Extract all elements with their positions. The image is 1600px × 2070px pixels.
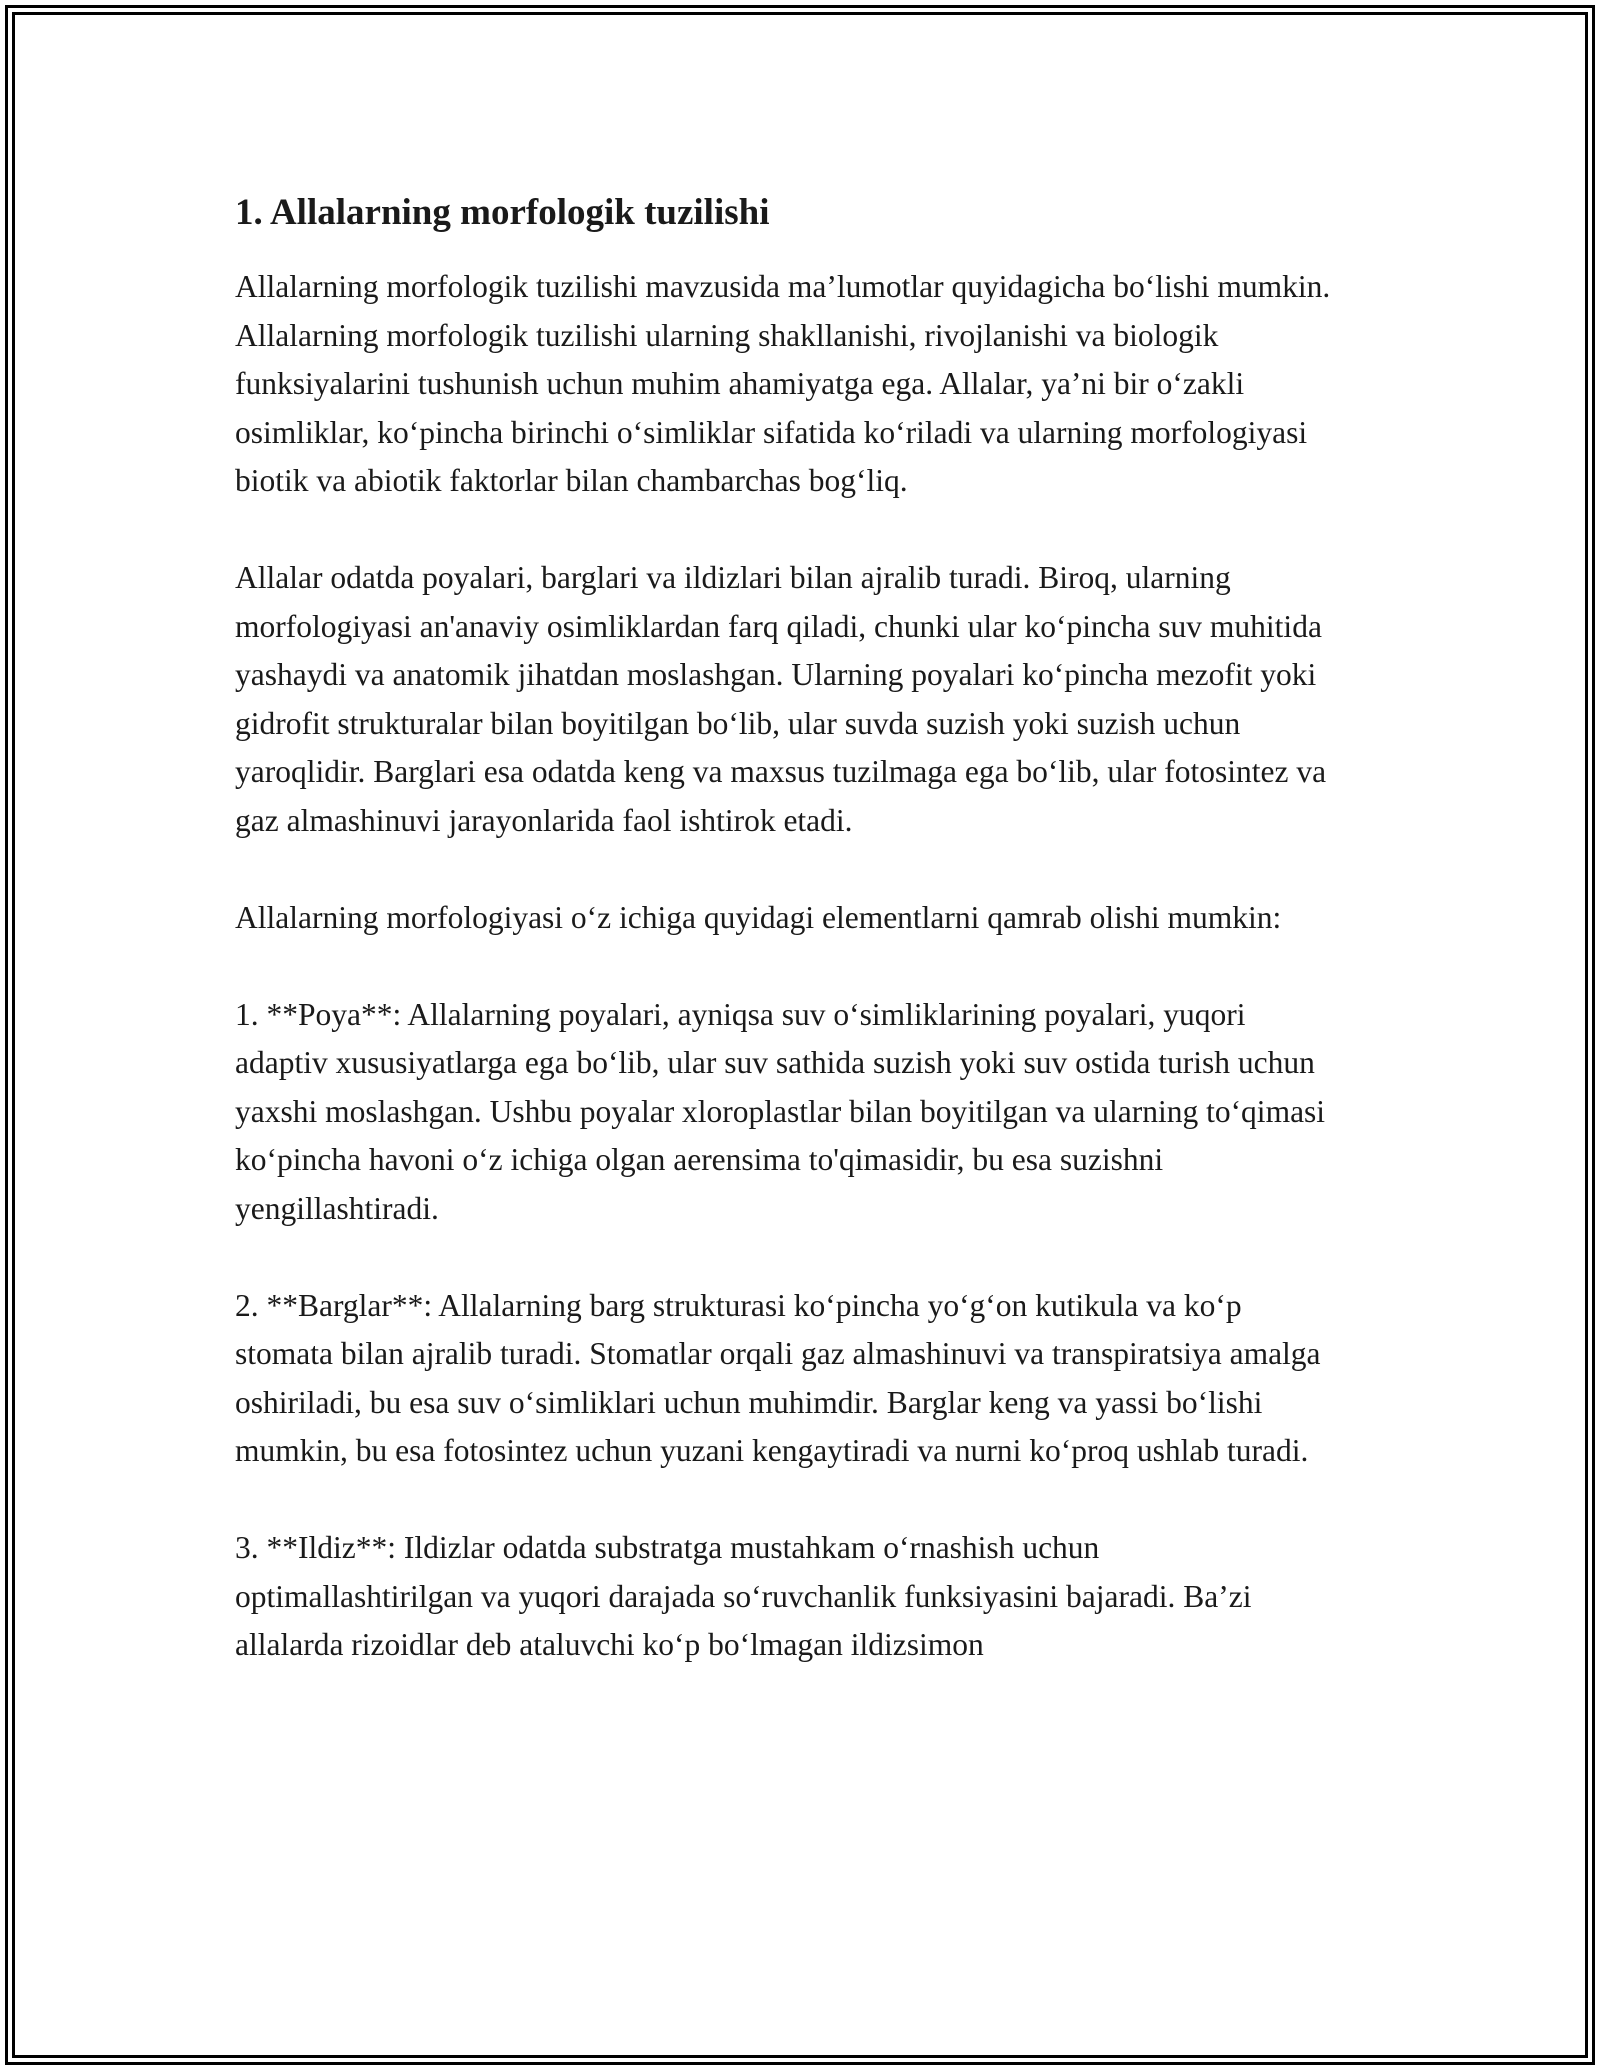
- paragraph-ildiz: 3. **Ildiz**: Ildizlar odatda substratga mustahkam o‘rnashish uchun optimallashtirilgan va yuqori darajada so‘ruvchanlik funksiyasini bajaradi. Ba’zi allalarda rizoidlar deb ataluvchi ko‘p bo‘lmagan ildizsimon: [235, 1530, 1252, 1662]
- paragraph-intro: Allalarning morfologik tuzilishi mavzusida ma’lumotlar quyidagicha bo‘lishi mumkin. Allalarning morfologik tuzilishi ularning shakllanishi, rivojlanishi va biologik funksiyalarini tushunish uchun muhim ahamiyatga ega. Allalar, ya’ni bir o‘zakli osimliklar, ko‘pincha birinchi o‘simliklar sifatida ko‘riladi va ularning morfologiyasi biotik va abiotik faktorlar bilan chambarchas bog‘liq.: [235, 269, 1331, 498]
- document-body: [235, 185, 1345, 1670]
- paragraph-elements-lead: Allalarning morfologiyasi o‘z ichiga quyidagi elementlarni qamrab olishi mumkin:: [235, 899, 1282, 935]
- paragraph-overview: Allalar odatda poyalari, barglari va ildizlari bilan ajralib turadi. Biroq, ularning morfologiyasi an'anaviy osimliklardan farq qiladi, chunki ular ko‘pincha suv muhitida yashaydi va anatomik jihatdan moslashgan. Ularning poyalari ko‘pincha mezofit yoki gidrofit strukturalar bilan boyitilgan bo‘lib, ular suvda suzish yoki suzish uchun yaroqlidir. Barglari esa odatda keng va maxsus tuzilmaga ega bo‘lib, ular fotosintez va gaz almashinuvi jarayonlarida faol ishtirok etadi.: [235, 560, 1327, 838]
- paragraph-poya: 1. **Poya**: Allalarning poyalari, ayniqsa suv o‘simliklarining poyalari, yuqori adaptiv xususiyatlarga ega bo‘lib, ular suv sathida suzish yoki suv ostida turish uchun yaxshi moslashgan. Ushbu poyalar xloroplastlar bilan boyitilgan va ularning to‘qimasi ko‘pincha havoni o‘z ichiga olgan aerensima to'qimasidir, bu esa suzishni yengillashtiradi.: [235, 996, 1326, 1226]
- section-heading: 1. Allalarning morfologik tuzilishi: [235, 192, 770, 233]
- paragraph-barglar: 2. **Barglar**: Allalarning barg strukturasi ko‘pincha yo‘g‘on kutikula va ko‘p stomata bilan ajralib turadi. Stomatlar orqali gaz almashinuvi va transpiratsiya amalga oshiriladi, bu esa suv o‘simliklari uchun muhimdir. Barglar keng va yassi bo‘lishi mumkin, bu esa fotosintez uchun yuzani kengaytiradi va nurni ko‘proq ushlab turadi.: [235, 1287, 1321, 1468]
